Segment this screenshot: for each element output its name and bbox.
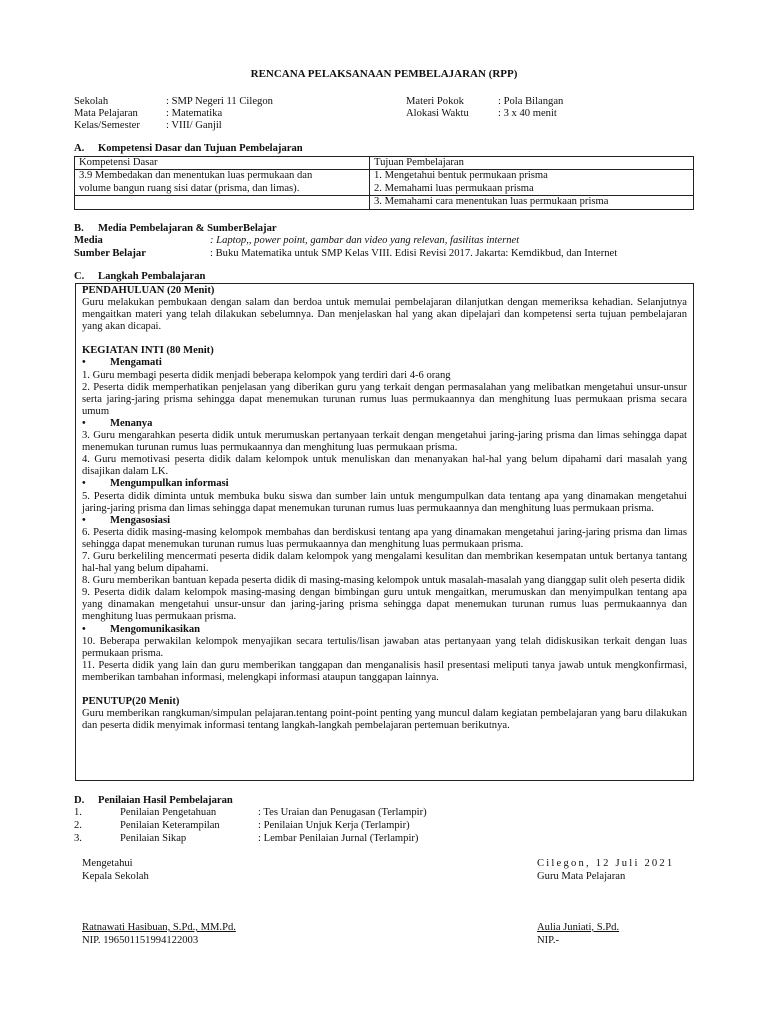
document-title: RENCANA PELAKSANAAN PEMBELAJARAN (RPP)	[250, 68, 518, 80]
section-b-heading	[74, 223, 277, 235]
group-mengumpulkan-title	[82, 478, 687, 490]
sign-right-date: Cilegon, 12 Juli 2021	[537, 858, 675, 869]
header-tujuan-pembelajaran: Tujuan Pembelajaran	[370, 157, 694, 170]
sign-left-role: Kepala Sekolah	[82, 871, 149, 882]
sign-right-role: Guru Mata Pelajaran	[537, 871, 626, 882]
sumber-belajar-value: : Buku Matematika untuk SMP Kelas VIII. Edisi Revisi 2017. Jakarta: Kemdikbud, dan Internet	[210, 248, 618, 259]
tujuan-item: 1. Mengetahui bentuk permukaan prisma	[374, 170, 548, 182]
section-b-title: Media Pembelajaran & SumberBelajar	[98, 223, 277, 234]
list-item: 5. Peserta didik diminta untuk membuka buku siswa dan sumber lain untuk mengumpulkan data tentang apa yang dinamakan mengetahui jaring-jaring prisma dan limas sehingga dapat menemukan turunan rumus luas permukaannya dan menghitung luas permukaan prisma.	[82, 490, 687, 514]
section-c-number: C.	[74, 271, 85, 282]
kompetensi-table	[74, 156, 694, 210]
value-materi-pokok: : Pola Bilangan	[498, 96, 564, 107]
penilaian-label: Penilaian Sikap	[120, 833, 187, 844]
penutup-text: Guru memberikan rangkuman/simpulan pelajaran.tentang point-point penting yang muncul dalam kegiatan pembelajaran yang baru dilakukan dan peserta didik menyimak informasi tentang langkah-langkah pembelajaran pertemuan berikutnya.	[82, 708, 687, 732]
penilaian-num: 3.	[74, 833, 82, 844]
group-title: Mengamati	[110, 357, 162, 369]
sign-right-name: Aulia Juniati, S.Pd.	[537, 922, 620, 933]
pendahuluan-text: Guru melakukan pembukaan dengan salam dan berdoa untuk memulai pembelajaran dilanjutkan dengan memeriksa kehadian. Selanjutnya mengaitkan materi yang telah dilakukan sebelumnya. Dan menjelaskan hal yang akan dipelajari dan kompetensi serta tujuan pembelajaran yang akan dicapai.	[82, 297, 687, 333]
value-alokasi-waktu: : 3 x 40 menit	[498, 108, 557, 119]
list-item: 6. Peserta didik masing-masing kelompok membahas dan berdiskusi tentang apa yang dinamakan mengetahui jaring-jaring prisma dan limas sehingga dapat menemukan turunan rumus luas permukaannya dan menghitung luas permukaan prisma.	[82, 526, 687, 550]
group-mengomunikasikan-title	[82, 624, 687, 636]
group-title: Menanya	[110, 417, 153, 429]
penilaian-value: : Tes Uraian dan Penugasan (Terlampir)	[258, 807, 427, 818]
tujuan-item: 3. Memahami cara menentukan luas permukaan prisma	[370, 196, 694, 209]
value-mata-pelajaran: : Matematika	[166, 108, 223, 119]
group-title: Mengasosiasi	[110, 514, 171, 526]
sign-right-nip: NIP.-	[537, 935, 560, 946]
penilaian-label: Penilaian Keterampilan	[120, 820, 220, 831]
bullet-icon: •	[82, 357, 86, 369]
section-d-number: D.	[74, 795, 85, 806]
group-title: Mengumpulkan informasi	[110, 478, 229, 490]
section-a-heading	[74, 143, 303, 155]
list-item: 2. Peserta didik memperhatikan penjelasan yang diberikan guru yang terkait dengan permasalahan yang melibatkan mengetahui unsur-unsur serta jaring-jaring prisma sehingga dapat menemukan turunan rumus luas permukaannya dan menghitung luas permukaan prisma secara umum	[82, 381, 687, 417]
group-mengasosiasi-title	[82, 515, 687, 527]
sumber-belajar-label: Sumber Belajar	[74, 248, 146, 259]
label-materi-pokok: Materi Pokok	[406, 96, 464, 107]
sign-left-name: Ratnawati Hasibuan, S.Pd., MM.Pd.	[82, 922, 236, 933]
label-alokasi-waktu: Alokasi Waktu	[406, 108, 469, 119]
penilaian-label: Penilaian Pengetahuan	[120, 807, 217, 818]
pendahuluan-heading: PENDAHULUAN (20 Menit)	[82, 285, 215, 296]
kd-cell	[75, 170, 370, 196]
value-kelas-semester: : VIII/ Ganjil	[166, 120, 222, 131]
media-value: : Laptop,, power point, gambar dan video yang relevan, fasilitas internet	[210, 235, 520, 246]
penilaian-num: 1.	[74, 807, 82, 818]
bullet-icon: •	[82, 417, 86, 429]
section-c-title: Langkah Pembalajaran	[98, 271, 206, 282]
list-item: 8. Guru memberikan bantuan kepada peserta didik di masing-masing kelompok untuk masalah-masalah yang dianggap sulit oleh peserta didik	[82, 575, 686, 587]
table-row	[75, 170, 694, 196]
table-row	[75, 196, 694, 209]
penilaian-num: 2.	[74, 820, 82, 831]
table-header-row	[75, 157, 694, 170]
group-mengamati-title	[82, 357, 687, 369]
section-d-heading	[74, 795, 233, 807]
sign-left-nip: NIP. 196501151994122003	[82, 935, 199, 946]
section-c-heading	[74, 271, 205, 283]
list-item: 10. Beberapa perwakilan kelompok menyajikan secara tertulis/lisan jawaban atas pertanyaan yang telah didiskusikan terkait dengan luas permukaan prisma.	[82, 635, 687, 659]
label-mata-pelajaran: Mata Pelajaran	[74, 108, 138, 119]
label-sekolah: Sekolah	[74, 96, 109, 107]
label-kelas-semester: Kelas/Semester	[74, 120, 140, 131]
group-title: Mengomunikasikan	[110, 623, 201, 635]
list-item: 4. Guru memotivasi peserta didik dalam kelompok untuk menuliskan dan menanyakan hal-hal yang belum dipahami dari masalah yang disajikan dalam LK.	[82, 454, 687, 478]
langkah-pembelajaran-box	[75, 283, 694, 781]
tujuan-item: 2. Memahami luas permukaan prisma	[374, 182, 534, 194]
group-menanya-title	[82, 418, 687, 430]
penilaian-value: : Penilaian Unjuk Kerja (Terlampir)	[258, 820, 410, 831]
bullet-icon: •	[82, 478, 86, 490]
section-d-title: Penilaian Hasil Pembelajaran	[98, 795, 233, 806]
list-item: 7. Guru berkeliling mencermati peserta didik dalam kelompok yang mengalami kesulitan dan membrikan kesempatan untuk bertanya tantang hal-hal yang belum dipahami.	[82, 550, 687, 575]
penilaian-value: : Lembar Penilaian Jurnal (Terlampir)	[258, 833, 419, 844]
section-a-title: Kompetensi Dasar dan Tujuan Pembelajaran	[98, 143, 303, 154]
bullet-icon: •	[82, 623, 86, 635]
tujuan-cell	[370, 170, 694, 196]
header-kompetensi-dasar: Kompetensi Dasar	[75, 157, 370, 170]
sign-left-mengetahui: Mengetahui	[82, 858, 133, 869]
kegiatan-inti-heading: KEGIATAN INTI (80 Menit)	[82, 345, 214, 357]
list-item: 1. Guru membagi peserta didik menjadi beberapa kelompok yang terdiri dari 4-6 orang	[82, 369, 451, 381]
media-label: Media	[74, 235, 103, 246]
section-a-number: A.	[74, 143, 85, 154]
penutup-heading: PENUTUP(20 Menit)	[82, 696, 180, 707]
value-sekolah: : SMP Negeri 11 Cilegon	[166, 96, 273, 107]
kd-line: 3.9 Membedakan dan menentukan luas permukaan dan	[79, 170, 313, 182]
list-item: 11. Peserta didik yang lain dan guru memberikan tanggapan dan menganalisis hasil presentasi meliputi tanya jawab untuk mengkonfirmasi, memberikan tambahan informasi, melengkapi informasi ataupun tanggapan lainnya.	[82, 659, 687, 683]
kd-cell-empty	[75, 196, 370, 209]
list-item: 9. Peserta didik dalam kelompok masing-masing dengan bimbingan guru untuk mengaitkan, merumuskan dan menyimpulkan tentang apa yang dinamakan mengetahui unsur-unsur dan jaring-jaring prisma sehingga dapat menemukan turunan rumus luas permukaannya dan menghitung luas permukaan prisma.	[82, 587, 687, 623]
section-b-number: B.	[74, 223, 84, 234]
bullet-icon: •	[82, 514, 86, 526]
list-item: 3. Guru mengarahkan peserta didik untuk merumuskan pertanyaan terkait dengan mengetahui jaring-jaring prisma dan limas sehingga dapat menemukan turunan rumus luas permukaannya dan menghitung luas permukaan prisma.	[82, 430, 687, 454]
kd-line: volume bangun ruang sisi datar (prisma, dan limas).	[79, 182, 300, 194]
